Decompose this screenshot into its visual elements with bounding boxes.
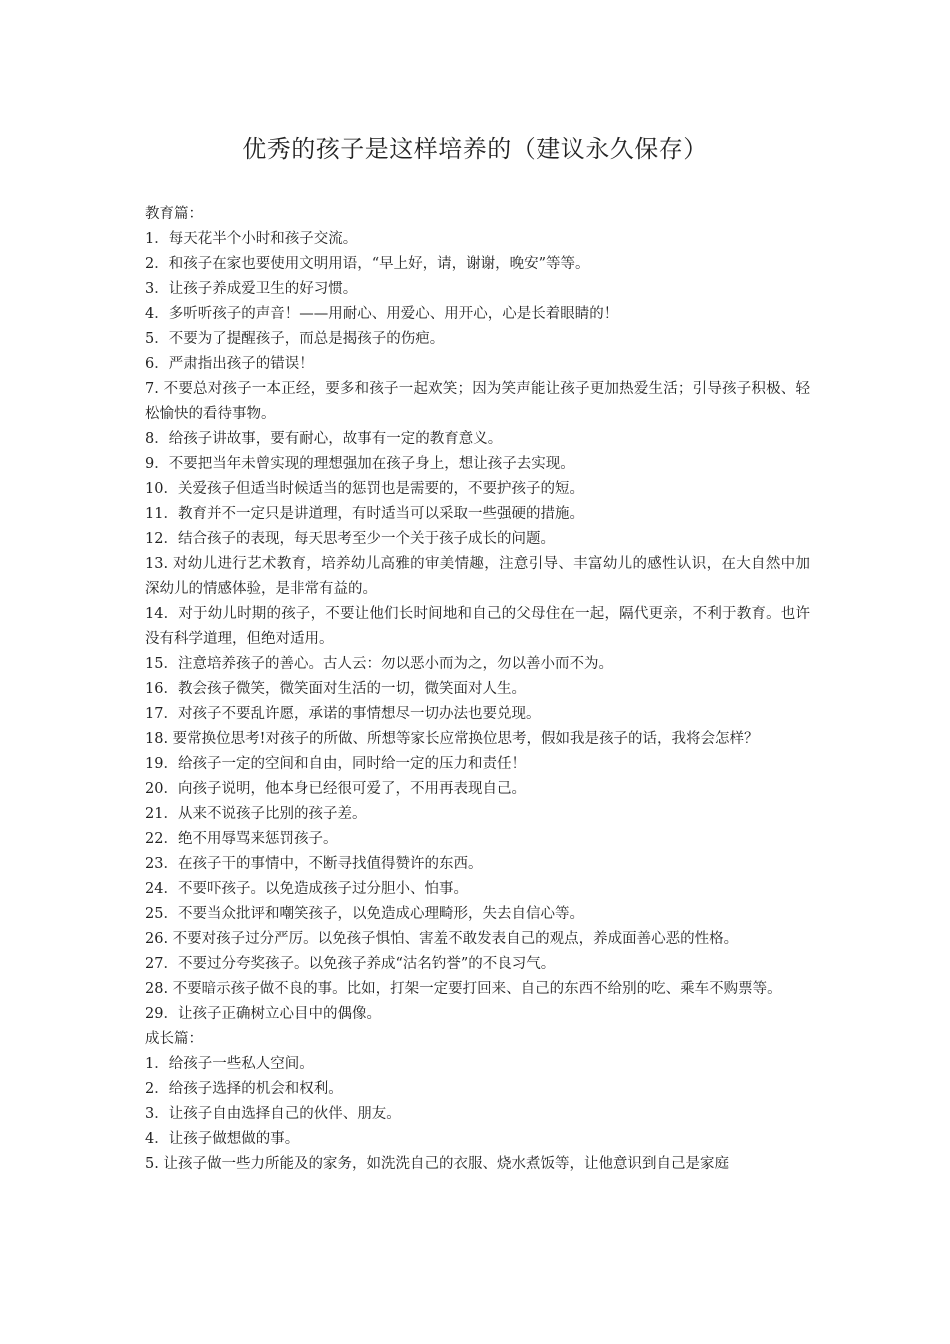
document-body: [145, 202, 810, 1177]
list-item: 4．让孩子做想做的事。: [145, 1131, 300, 1147]
list-item: 23．在孩子干的事情中，不断寻找值得赞许的东西。: [145, 856, 483, 872]
section-heading-education: 教育篇：: [145, 206, 203, 222]
list-item: 1．给孩子一些私人空间。: [145, 1056, 314, 1072]
list-item: 26. 不要对孩子过分严厉。以免孩子惧怕、害羞不敢发表自己的观点，养成面善心恶的性格。: [145, 931, 739, 947]
list-item: 4．多听听孩子的声音！——用耐心、用爱心、用开心，心是长着眼睛的！: [145, 306, 619, 322]
list-item: 8．给孩子讲故事，要有耐心，故事有一定的教育意义。: [145, 431, 503, 447]
list-item: 27．不要过分夸奖孩子。以免孩子养成“沽名钓誉”的不良习气。: [145, 956, 556, 972]
list-item: 25．不要当众批评和嘲笑孩子，以免造成心理畸形，失去自信心等。: [145, 906, 584, 922]
list-item: 6．严肃指出孩子的错误！: [145, 356, 314, 372]
list-item: 15．注意培养孩子的善心。古人云：勿以恶小而为之，勿以善小而不为。: [145, 656, 613, 672]
list-item: 3．让孩子自由选择自己的伙伴、朋友。: [145, 1106, 401, 1122]
list-item: 28. 不要暗示孩子做不良的事。比如，打架一定要打回来、自己的东西不给别的吃、乘车不购票等。: [145, 981, 782, 997]
list-item: 2．给孩子选择的机会和权利。: [145, 1081, 343, 1097]
list-item: 17．对孩子不要乱许愿，承诺的事情想尽一切办法也要兑现。: [145, 706, 541, 722]
document-title: 优秀的孩子是这样培养的（建议永久保存）: [242, 135, 708, 163]
list-item: 22．绝不用辱骂来惩罚孩子。: [145, 831, 338, 847]
list-item: 5．不要为了提醒孩子，而总是揭孩子的伤疤。: [145, 331, 445, 347]
list-item: 2．和孩子在家也要使用文明用语，“早上好，请，谢谢，晚安”等等。: [145, 256, 590, 272]
list-item: 14．对于幼儿时期的孩子，不要让他们长时间地和自己的父母住在一起，隔代更亲，不利于教育。也许没有科学道理，但绝对适用。: [145, 606, 810, 647]
list-item: 16．教会孩子微笑，微笑面对生活的一切，微笑面对人生。: [145, 681, 526, 697]
list-item: 10．关爱孩子但适当时候适当的惩罚也是需要的，不要护孩子的短。: [145, 481, 584, 497]
list-item: 1．每天花半个小时和孩子交流。: [145, 231, 358, 247]
list-item: 24．不要吓孩子。以免造成孩子过分胆小、怕事。: [145, 881, 468, 897]
list-item: 12．结合孩子的表现，每天思考至少一个关于孩子成长的问题。: [145, 531, 555, 547]
list-item: 19．给孩子一定的空间和自由，同时给一定的压力和责任！: [145, 756, 526, 772]
list-item: 3．让孩子养成爱卫生的好习惯。: [145, 281, 358, 297]
list-item: 20．向孩子说明，他本身已经很可爱了，不用再表现自己。: [145, 781, 526, 797]
list-item: 29．让孩子正确树立心目中的偶像。: [145, 1006, 381, 1022]
list-item: 21．从来不说孩子比别的孩子差。: [145, 806, 367, 822]
list-item: 13. 对幼儿进行艺术教育，培养幼儿高雅的审美情趣，注意引导、丰富幼儿的感性认识，在大自然中加深幼儿的情感体验，是非常有益的。: [145, 556, 810, 597]
list-item: 9．不要把当年未曾实现的理想强加在孩子身上，想让孩子去实现。: [145, 456, 575, 472]
list-item: 5. 让孩子做一些力所能及的家务，如洗洗自己的衣服、烧水煮饭等，让他意识到自己是家庭: [145, 1156, 729, 1172]
list-item: 18. 要常换位思考!对孩子的所做、所想等家长应常换位思考，假如我是孩子的话，我将会怎样？: [145, 731, 759, 747]
list-item: 7. 不要总对孩子一本正经，要多和孩子一起欢笑；因为笑声能让孩子更加热爱生活；引导孩子积极、轻松愉快的看待事物。: [145, 381, 810, 422]
section-heading-growth: 成长篇：: [145, 1031, 203, 1047]
list-item: 11．教育并不一定只是讲道理，有时适当可以采取一些强硬的措施。: [145, 506, 584, 522]
